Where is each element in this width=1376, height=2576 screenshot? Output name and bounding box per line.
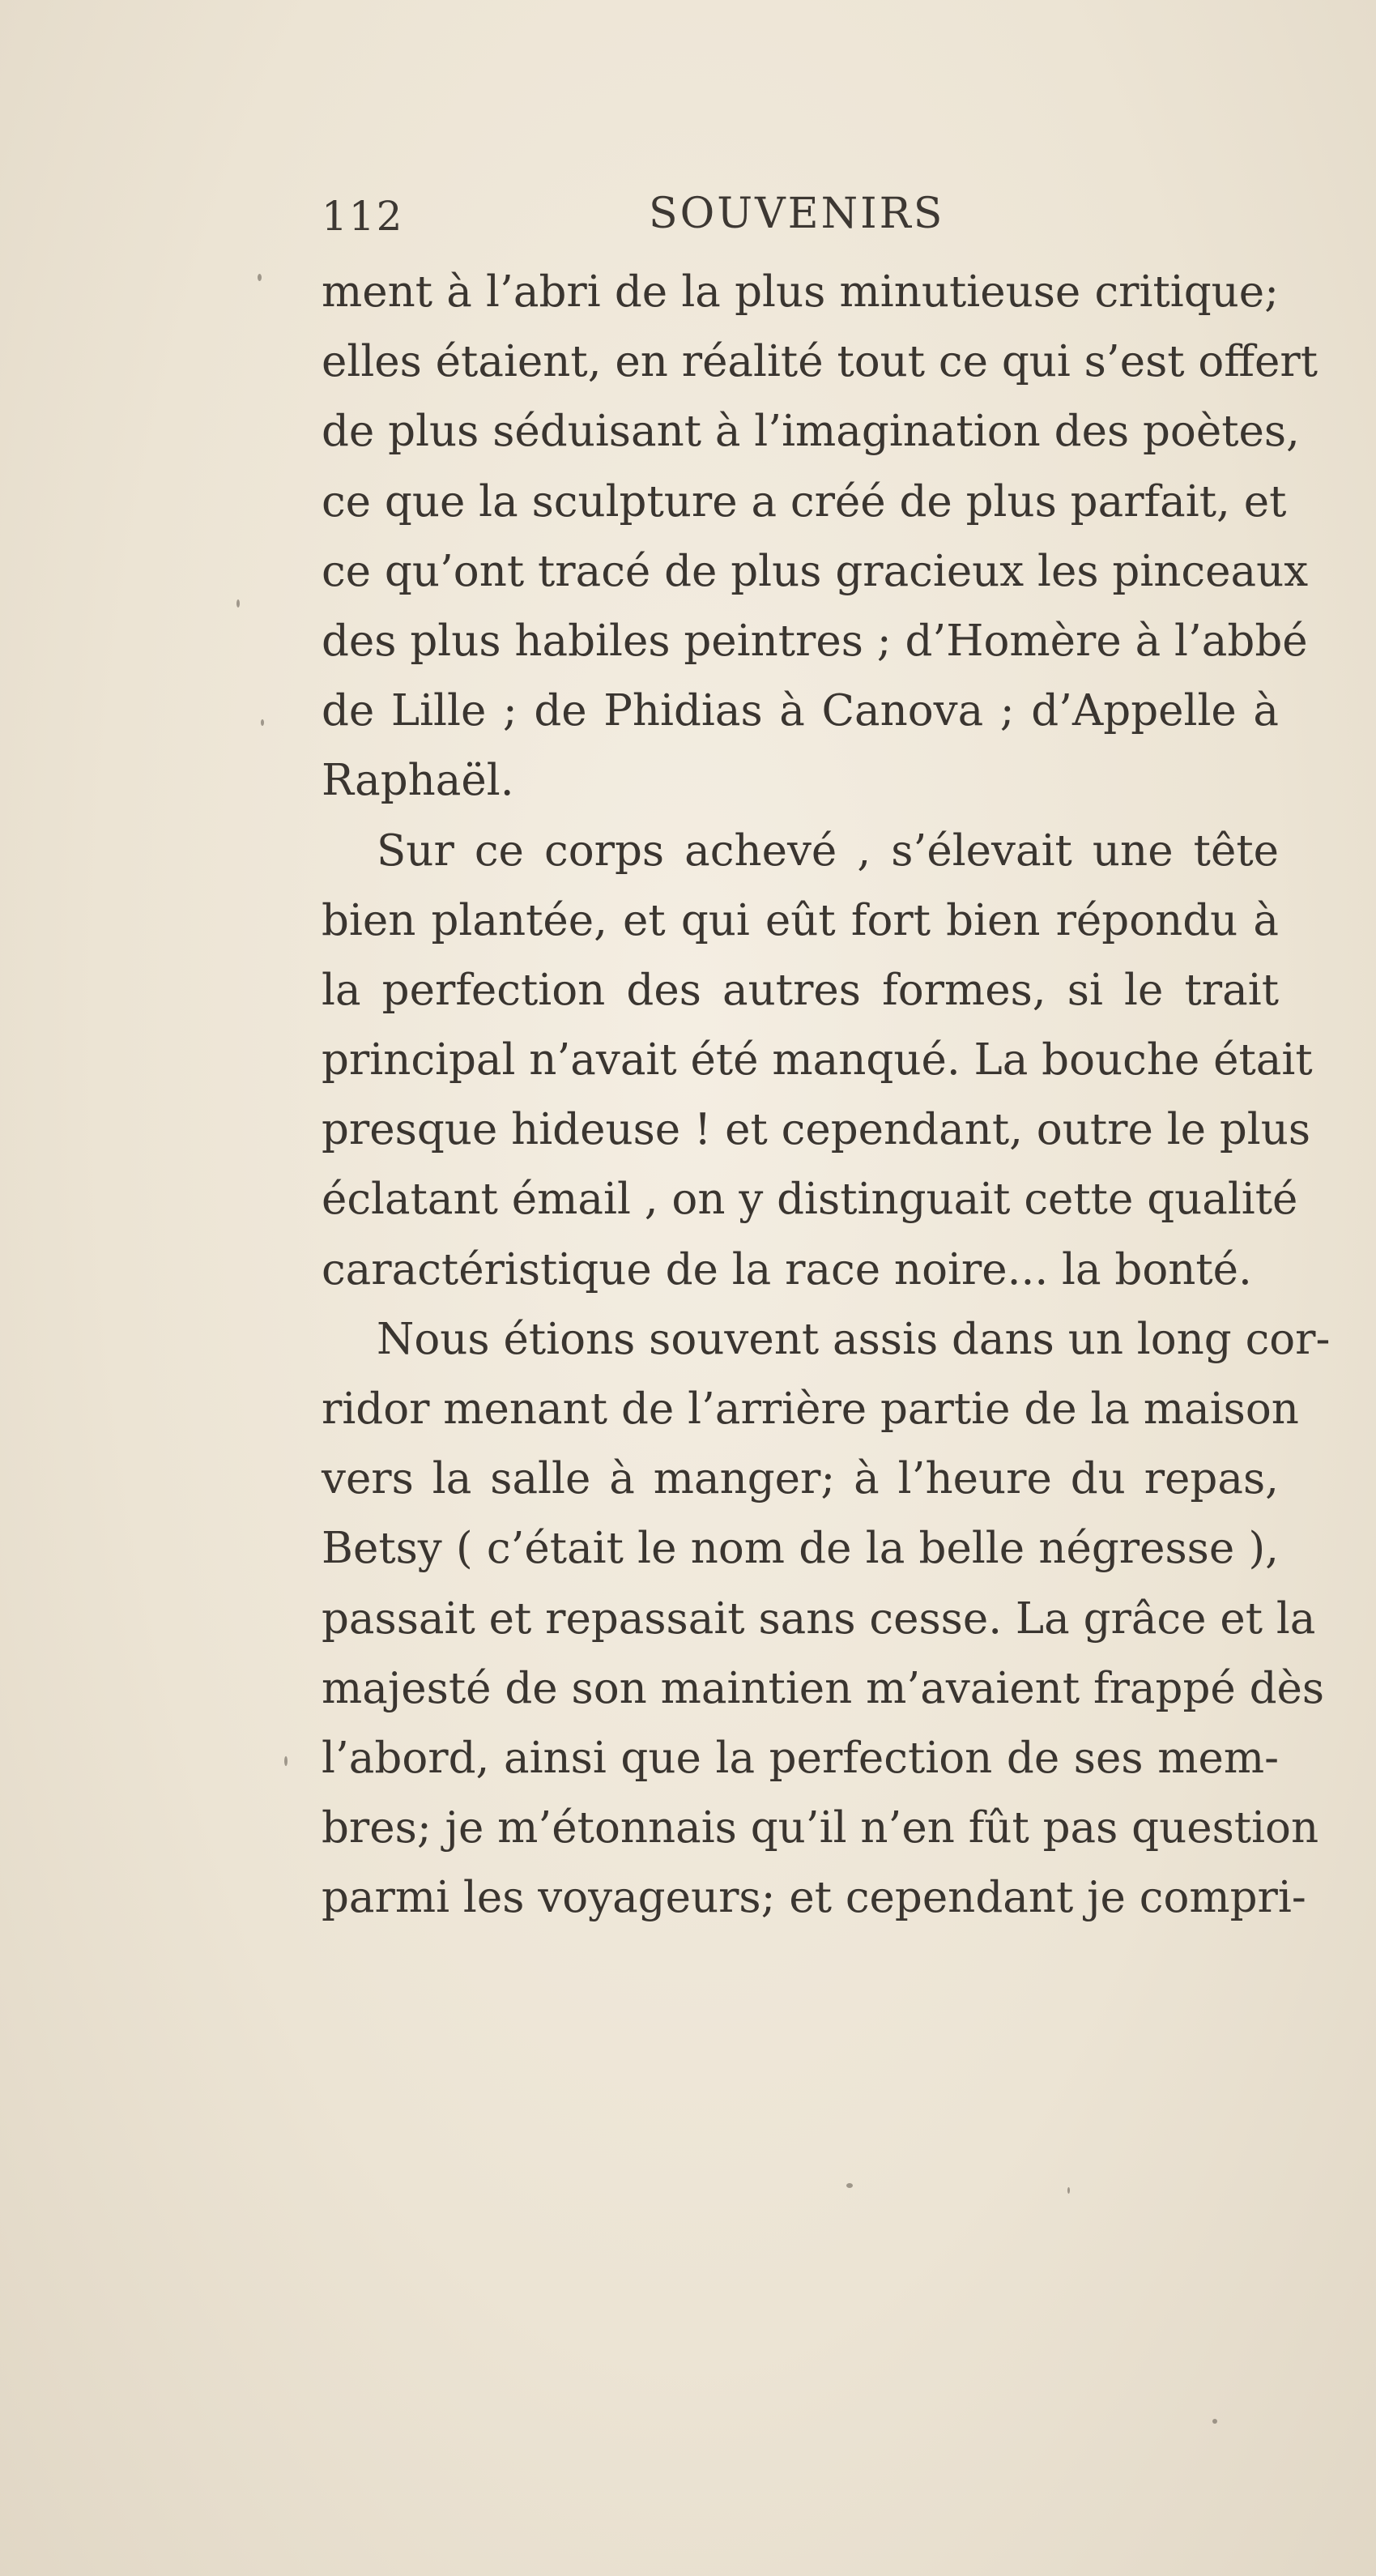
paper-speck bbox=[284, 1756, 288, 1766]
text-line: la perfection des autres formes, si le trait bbox=[322, 965, 1279, 1015]
text-line: Nous étions souvent assis dans un long cor- bbox=[377, 1314, 1331, 1364]
body-text bbox=[322, 258, 1331, 1934]
paper-speck bbox=[1067, 2187, 1070, 2194]
paper-speck bbox=[258, 274, 262, 281]
paper-speck bbox=[846, 2183, 853, 2188]
text-line: des plus habiles peintres ; d’Homère à l’abbé bbox=[322, 616, 1308, 666]
text-line: ridor menant de l’arrière partie de la maison bbox=[322, 1384, 1299, 1434]
text-line: de Lille ; de Phidias à Canova ; d’Appelle à bbox=[322, 686, 1279, 736]
text-line: ce que la sculpture a créé de plus parfait, et bbox=[322, 476, 1287, 527]
text-line: Sur ce corps achevé , s’élevait une tête bbox=[377, 825, 1279, 876]
text-line: presque hideuse ! et cependant, outre le plus bbox=[322, 1105, 1311, 1155]
text-line: Betsy ( c’était le nom de la belle négresse ), bbox=[322, 1524, 1279, 1574]
text-line: principal n’avait été manqué. La bouche était bbox=[322, 1035, 1313, 1085]
paper-speck bbox=[1212, 2419, 1217, 2424]
text-line: majesté de son maintien m’avaient frappé dès bbox=[322, 1663, 1325, 1713]
text-line: passait et repassait sans cesse. La grâce et la bbox=[322, 1593, 1316, 1644]
running-head bbox=[322, 185, 1277, 249]
running-title: SOUVENIRS bbox=[649, 190, 945, 238]
text-line: ce qu’ont tracé de plus gracieux les pinceaux bbox=[322, 546, 1309, 596]
text-line: bien plantée, et qui eût fort bien répondu à bbox=[322, 895, 1279, 945]
text-line: ment à l’abri de la plus minutieuse critique; bbox=[322, 267, 1279, 317]
text-line: caractéristique de la race noire... la bonté. bbox=[322, 1244, 1252, 1294]
text-line: de plus séduisant à l’imagination des poètes, bbox=[322, 407, 1300, 457]
text-line: vers la salle à manger; à l’heure du repas, bbox=[322, 1454, 1279, 1504]
paper-speck bbox=[236, 599, 240, 608]
paper-speck bbox=[261, 719, 264, 726]
text-line: l’abord, ainsi que la perfection de ses mem- bbox=[322, 1733, 1279, 1783]
text-line: bres; je m’étonnais qu’il n’en fût pas question bbox=[322, 1803, 1319, 1853]
text-line: éclatant émail , on y distinguait cette qualité bbox=[322, 1175, 1298, 1225]
text-line: elles étaient, en réalité tout ce qui s’est offert bbox=[322, 337, 1318, 387]
text-line: parmi les voyageurs; et cependant je compri- bbox=[322, 1873, 1306, 1923]
text-line: Raphaël. bbox=[322, 756, 514, 806]
page-number: 112 bbox=[322, 193, 404, 240]
